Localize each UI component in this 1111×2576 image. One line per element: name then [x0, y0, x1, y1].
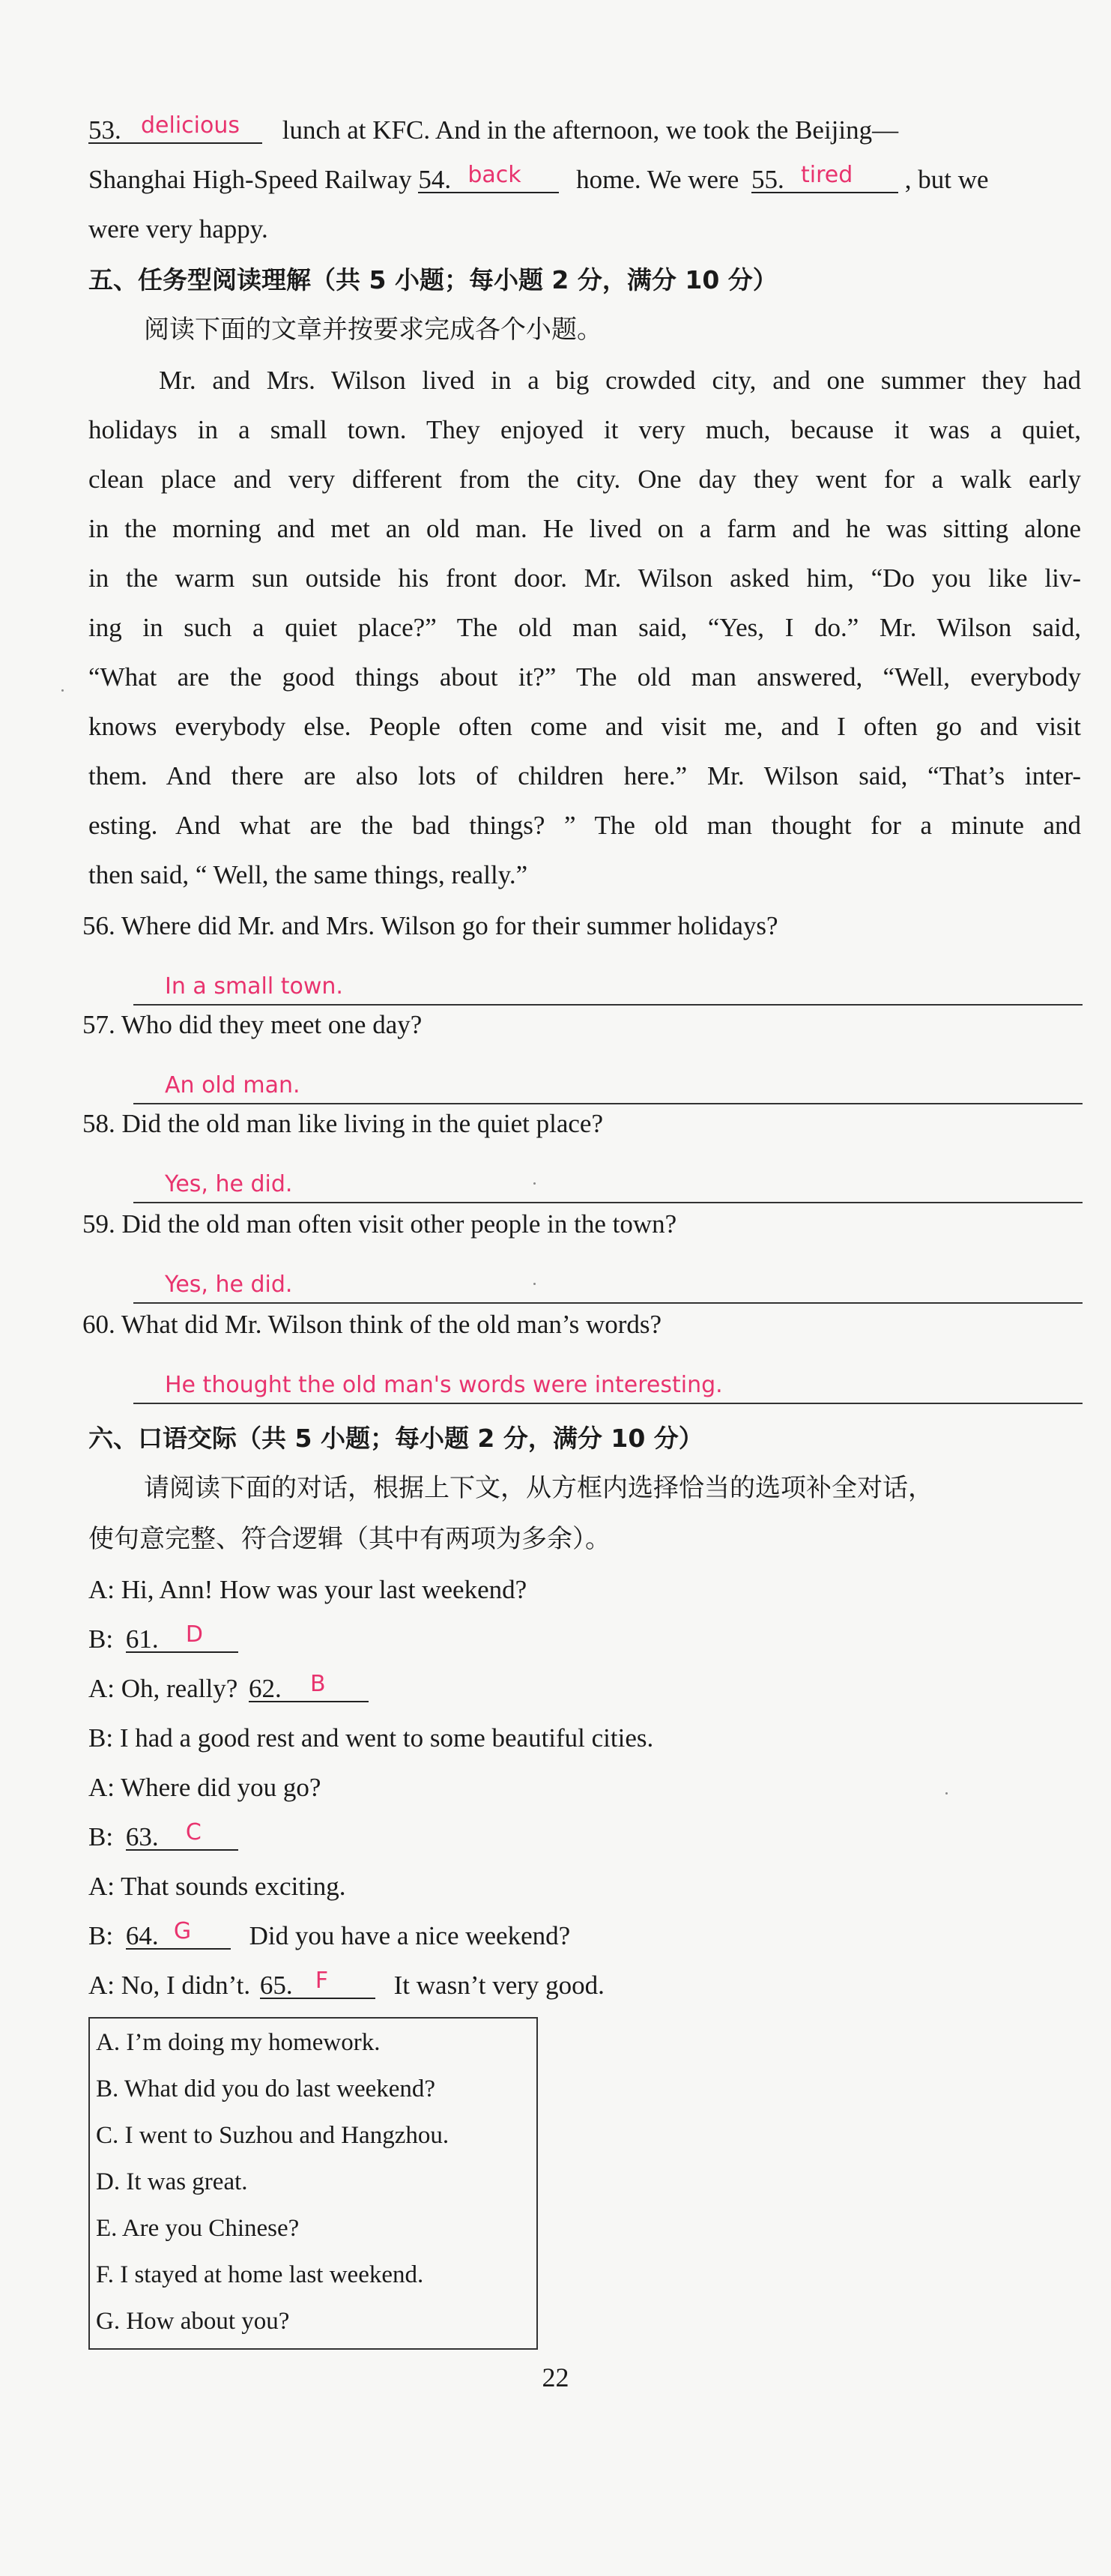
- cloze-text: home. We were: [576, 165, 739, 194]
- dialogue-text: A: No, I didn’t.: [88, 1971, 251, 2000]
- answer-54: back: [467, 162, 521, 188]
- dialogue-line-5: A: Where did you go?: [88, 1773, 321, 1802]
- option-g: G. How about you?: [96, 2308, 290, 2335]
- speaker: B:: [88, 1822, 114, 1851]
- dialogue-line-3: [88, 1671, 1074, 1707]
- option-b: B. What did you do last weekend?: [96, 2075, 436, 2102]
- answer-line-59: [133, 1265, 1083, 1304]
- dialogue-line-8: [88, 1918, 1074, 1954]
- passage-line: “What are the good things about it?” The old man answered, “Well, everybody: [88, 662, 1081, 692]
- speaker: B:: [88, 1624, 114, 1654]
- answer-65: F: [315, 1968, 329, 1994]
- blank-62: [249, 1671, 369, 1702]
- option-e: E. Are you Chinese?: [96, 2215, 300, 2242]
- blank-55: [751, 162, 898, 193]
- section-6-instruction-1: 请阅读下面的对话，根据上下文，从方框内选择恰当的选项补全对话，: [144, 1473, 933, 1503]
- section-6-heading: 六、口语交际（共 5 小题；每小题 2 分，满分 10 分）: [88, 1424, 703, 1453]
- passage-line: in the warm sun outside his front door. Mr. Wilson asked him, “Do you like liv-: [88, 563, 1081, 593]
- passage-line: knows everybody else. People often come and visit me, and I often go and visit: [88, 712, 1081, 741]
- passage-line: in the morning and met an old man. He lived on a farm and he was sitting alone: [88, 514, 1081, 543]
- blank-65: [260, 1968, 375, 1999]
- option-a: A. I’m doing my homework.: [96, 2029, 381, 2056]
- blank-number: 62.: [248, 1674, 282, 1703]
- answer-line-60: [133, 1365, 1083, 1404]
- section-6-instruction-2: 使句意完整、符合逻辑（其中有两项为多余）。: [88, 1524, 611, 1554]
- question-59: 59. Did the old man often visit other people in the town?: [82, 1209, 677, 1239]
- cloze-line-1: [88, 112, 1074, 148]
- answer-59: Yes, he did.: [165, 1272, 293, 1298]
- cloze-text: lunch at KFC. And in the afternoon, we took the Beijing—: [282, 115, 899, 145]
- blank-number: 53.: [88, 115, 121, 145]
- answer-55: tired: [801, 162, 853, 188]
- answer-56: In a small town.: [165, 973, 343, 1000]
- option-f: F. I stayed at home last weekend.: [96, 2261, 424, 2288]
- cloze-text: Shanghai High-Speed Railway: [88, 165, 412, 194]
- blank-54: [418, 162, 559, 193]
- blank-63: [126, 1819, 238, 1851]
- answer-line-56: [133, 967, 1083, 1006]
- blank-number: 61.: [125, 1624, 159, 1654]
- section-5-instruction: 阅读下面的文章并按要求完成各个小题。: [144, 315, 602, 345]
- question-58: 58. Did the old man like living in the quiet place?: [82, 1109, 603, 1138]
- passage-line: esting. And what are the bad things? ” The old man thought for a minute and: [88, 811, 1081, 840]
- dialogue-text: A: Oh, really?: [88, 1674, 238, 1703]
- cloze-line-3: [88, 211, 1074, 247]
- blank-number: 55.: [751, 165, 784, 194]
- passage-line: clean place and very different from the city. One day they went for a walk early: [88, 465, 1081, 494]
- answer-line-58: [133, 1164, 1083, 1203]
- passage-line: then said, “ Well, the same things, really.”: [88, 860, 528, 889]
- answer-64: G: [173, 1918, 192, 1944]
- blank-53: [88, 112, 262, 144]
- passage-line: ing in such a quiet place?” The old man said, “Yes, I do.” Mr. Wilson said,: [88, 613, 1081, 642]
- dialogue-line-4: B: I had a good rest and went to some beautiful cities.: [88, 1723, 654, 1753]
- answer-57: An old man.: [165, 1072, 300, 1098]
- section-5-heading: 五、任务型阅读理解（共 5 小题；每小题 2 分，满分 10 分）: [88, 265, 778, 294]
- blank-number: 65.: [259, 1971, 293, 2000]
- dialogue-line-2: [88, 1621, 1074, 1657]
- blank-number: 63.: [125, 1822, 159, 1851]
- dialogue-line-6: [88, 1819, 1074, 1855]
- question-60: 60. What did Mr. Wilson think of the old man’s words?: [82, 1310, 662, 1339]
- blank-number: 64.: [125, 1921, 159, 1950]
- scan-speck: [945, 1792, 948, 1795]
- cloze-line-2: [88, 162, 1074, 198]
- options-box: [88, 2017, 538, 2350]
- speaker: B:: [88, 1921, 114, 1950]
- passage-line: Mr. and Mrs. Wilson lived in a big crowded city, and one summer they had: [159, 366, 1081, 395]
- blank-number: 54.: [418, 165, 452, 194]
- cloze-text: , but we: [904, 165, 989, 194]
- answer-58: Yes, he did.: [165, 1171, 293, 1197]
- option-d: D. It was great.: [96, 2168, 248, 2195]
- answer-63: C: [185, 1819, 202, 1845]
- cloze-text: were very happy.: [88, 214, 268, 244]
- scan-speck: [533, 1182, 536, 1185]
- option-c: C. I went to Suzhou and Hangzhou.: [96, 2122, 449, 2149]
- question-57: 57. Who did they meet one day?: [82, 1010, 423, 1039]
- dialogue-line-9: [88, 1968, 1074, 2004]
- answer-53: delicious: [141, 112, 240, 139]
- dialogue-line-1: A: Hi, Ann! How was your last weekend?: [88, 1575, 527, 1604]
- dialogue-line-7: A: That sounds exciting.: [88, 1872, 346, 1901]
- blank-64: [126, 1918, 231, 1950]
- scan-speck: [61, 689, 64, 692]
- passage-line: them. And there are also lots of children here.” Mr. Wilson said, “That’s inter-: [88, 761, 1081, 790]
- answer-line-57: [133, 1065, 1083, 1104]
- dialogue-text: It wasn’t very good.: [393, 1971, 605, 2000]
- answer-61: D: [185, 1621, 203, 1648]
- blank-61: [126, 1621, 238, 1653]
- answer-62: B: [309, 1671, 326, 1697]
- answer-60: He thought the old man's words were interesting.: [165, 1372, 723, 1398]
- question-56: 56. Where did Mr. and Mrs. Wilson go for their summer holidays?: [82, 911, 778, 940]
- dialogue-text: Did you have a nice weekend?: [249, 1921, 571, 1950]
- page-number: 22: [542, 2362, 569, 2392]
- scan-speck: [533, 1283, 536, 1285]
- passage-line: holidays in a small town. They enjoyed it very much, because it was a quiet,: [88, 415, 1081, 444]
